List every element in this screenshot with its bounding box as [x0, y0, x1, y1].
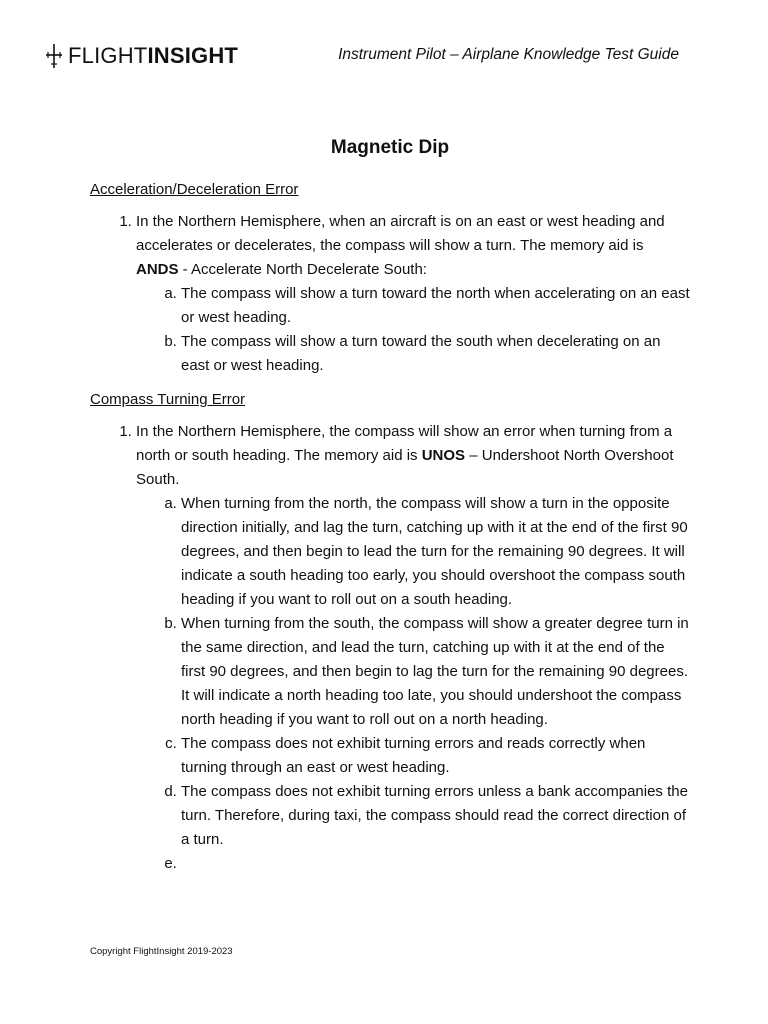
memory-aid: UNOS	[421, 447, 466, 464]
flightinsight-logo	[44, 42, 238, 70]
sub-list	[136, 282, 690, 378]
list-item	[136, 210, 690, 378]
page-title: Magnetic Dip	[330, 137, 450, 158]
section-heading-acceleration: Acceleration/Deceleration Error	[90, 181, 299, 198]
sub-list-item: b. When turning from the south, the compass will show a greater degree turn in the same direction, and lead the turn, catching up with it at the end of the first 90 degrees, and then begin to lag the turn for the remaining 90 degrees. It will indicate a north heading too late, you should undershoot the compass north heading if you want to roll out on a north heading.	[181, 612, 690, 732]
logo-text-insight: INSIGHT	[147, 43, 239, 68]
sub-list-item: d. The compass does not exhibit turning errors unless a bank accompanies the turn. Therefore, during taxi, the compass should read the correct direction of a turn.	[181, 780, 690, 852]
numbered-list-turning	[90, 420, 690, 876]
document-body	[90, 134, 690, 886]
item-text: – Undershoot North Overshoot South.	[136, 447, 674, 488]
numbered-list-acceleration	[90, 210, 690, 378]
item-text: In the Northern Hemisphere, when an aircraft is on an east or west heading and accelerates or decelerates, the compass will show a turn. The memory aid is	[136, 213, 665, 254]
sub-list-item: a. The compass will show a turn toward the north when accelerating on an east or west heading.	[181, 282, 690, 330]
copyright-footer: Copyright FlightInsight 2019-2023	[90, 946, 233, 957]
sub-list-item: c. The compass does not exhibit turning errors and reads correctly when turning through an east or west heading.	[181, 732, 690, 780]
airplane-logo-icon	[44, 42, 64, 70]
sub-list-item: b. The compass will show a turn toward the south when decelerating on an east or west heading.	[181, 330, 690, 378]
sub-list-item: a. When turning from the north, the compass will show a turn in the opposite direction initially, and lag the turn, catching up with it at the end of the first 90 degrees, and then begin to lead the turn for the remaining 90 degrees. It will indicate a south heading too early, you should overshoot the compass south heading if you want to roll out on a south heading.	[181, 492, 690, 612]
sub-list-item-empty	[181, 852, 690, 876]
item-text: In the Northern Hemisphere, the compass will show an error when turning from a north or south heading. The memory aid is	[136, 423, 673, 464]
sub-list	[136, 492, 690, 876]
section-heading-turning: Compass Turning Error	[90, 391, 246, 408]
memory-aid: ANDS	[136, 261, 179, 278]
list-item	[136, 420, 690, 876]
item-text: - Accelerate North Decelerate South:	[178, 261, 427, 278]
page-header	[44, 40, 724, 72]
guide-title: Instrument Pilot – Airplane Knowledge Test Guide	[338, 46, 679, 63]
logo-text-flight: FLIGHT	[68, 43, 148, 68]
